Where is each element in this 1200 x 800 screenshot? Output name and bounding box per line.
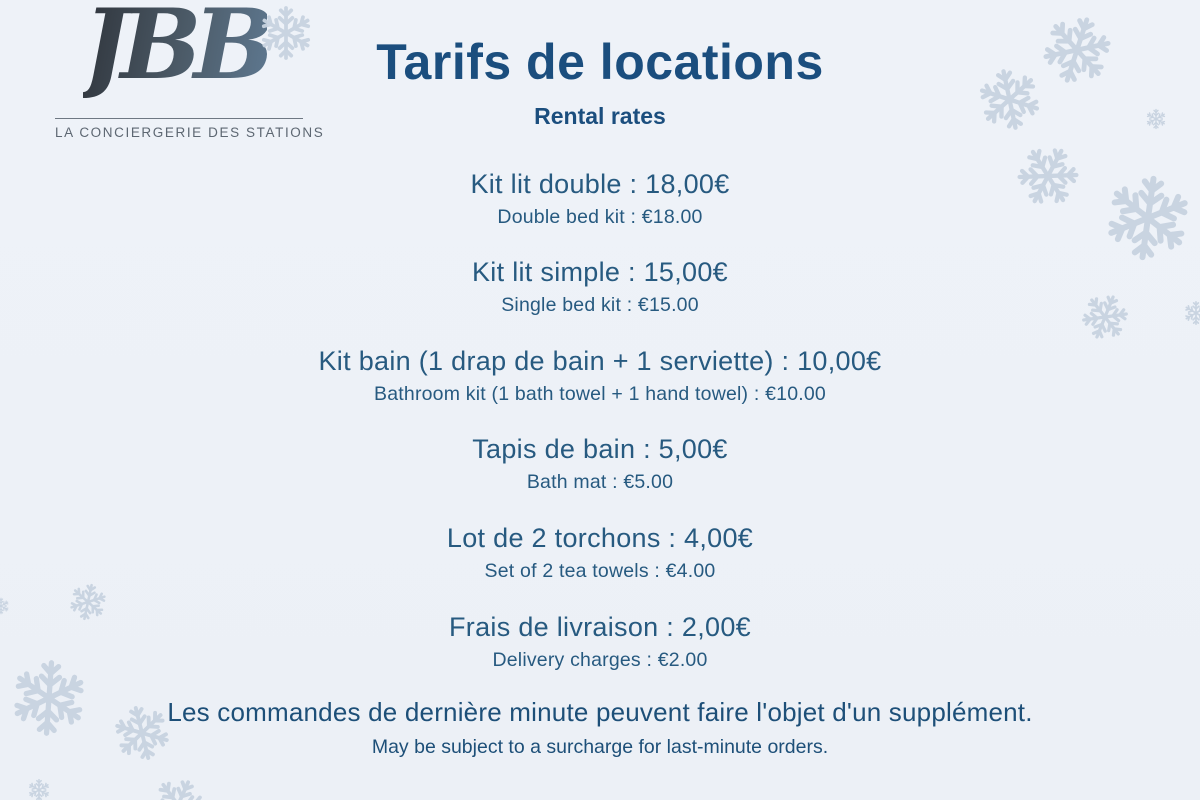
price-line-fr: Kit lit simple : 15,00€ [471, 257, 729, 287]
snowflake-icon [140, 767, 217, 800]
page-subtitle: Rental rates [534, 103, 666, 129]
price-item-bathroom-kit [0, 343, 1200, 409]
surcharge-notice-en: May be subject to a surcharge for last-minute orders. [371, 736, 829, 758]
logo-caption: LA CONCIERGERIE DES STATIONS [55, 125, 325, 140]
price-line-en: Bathroom kit (1 bath towel + 1 hand towel) : €10.00 [374, 383, 826, 405]
price-line-en: Double bed kit : €18.00 [497, 206, 703, 228]
price-line-fr: Kit lit double : 18,00€ [470, 169, 730, 199]
price-line-fr: Kit bain (1 drap de bain + 1 serviette) : 10,00€ [318, 346, 882, 376]
price-item-double-bed-kit [0, 166, 1200, 232]
surcharge-notice-fr: Les commandes de dernière minute peuvent faire l'objet d'un supplément. [167, 697, 1033, 727]
surcharge-notice [160, 696, 1040, 762]
price-item-single-bed-kit [0, 254, 1200, 320]
price-line-fr: Tapis de bain : 5,00€ [472, 434, 728, 464]
price-line-fr: Lot de 2 torchons : 4,00€ [446, 523, 754, 553]
snowflake-icon [27, 778, 51, 800]
price-line-en: Set of 2 tea towels : €4.00 [484, 560, 716, 582]
price-line-en: Delivery charges : €2.00 [492, 649, 708, 671]
price-item-tea-towels [0, 520, 1200, 586]
price-line-fr: Frais de livraison : 2,00€ [449, 612, 751, 642]
page-title: Tarifs de locations [376, 34, 824, 90]
price-item-bath-mat [0, 431, 1200, 497]
price-line-en: Bath mat : €5.00 [526, 471, 674, 493]
price-item-delivery-charges [0, 609, 1200, 675]
logo-monogram: JBB [83, 0, 267, 100]
price-line-en: Single bed kit : €15.00 [501, 294, 699, 316]
